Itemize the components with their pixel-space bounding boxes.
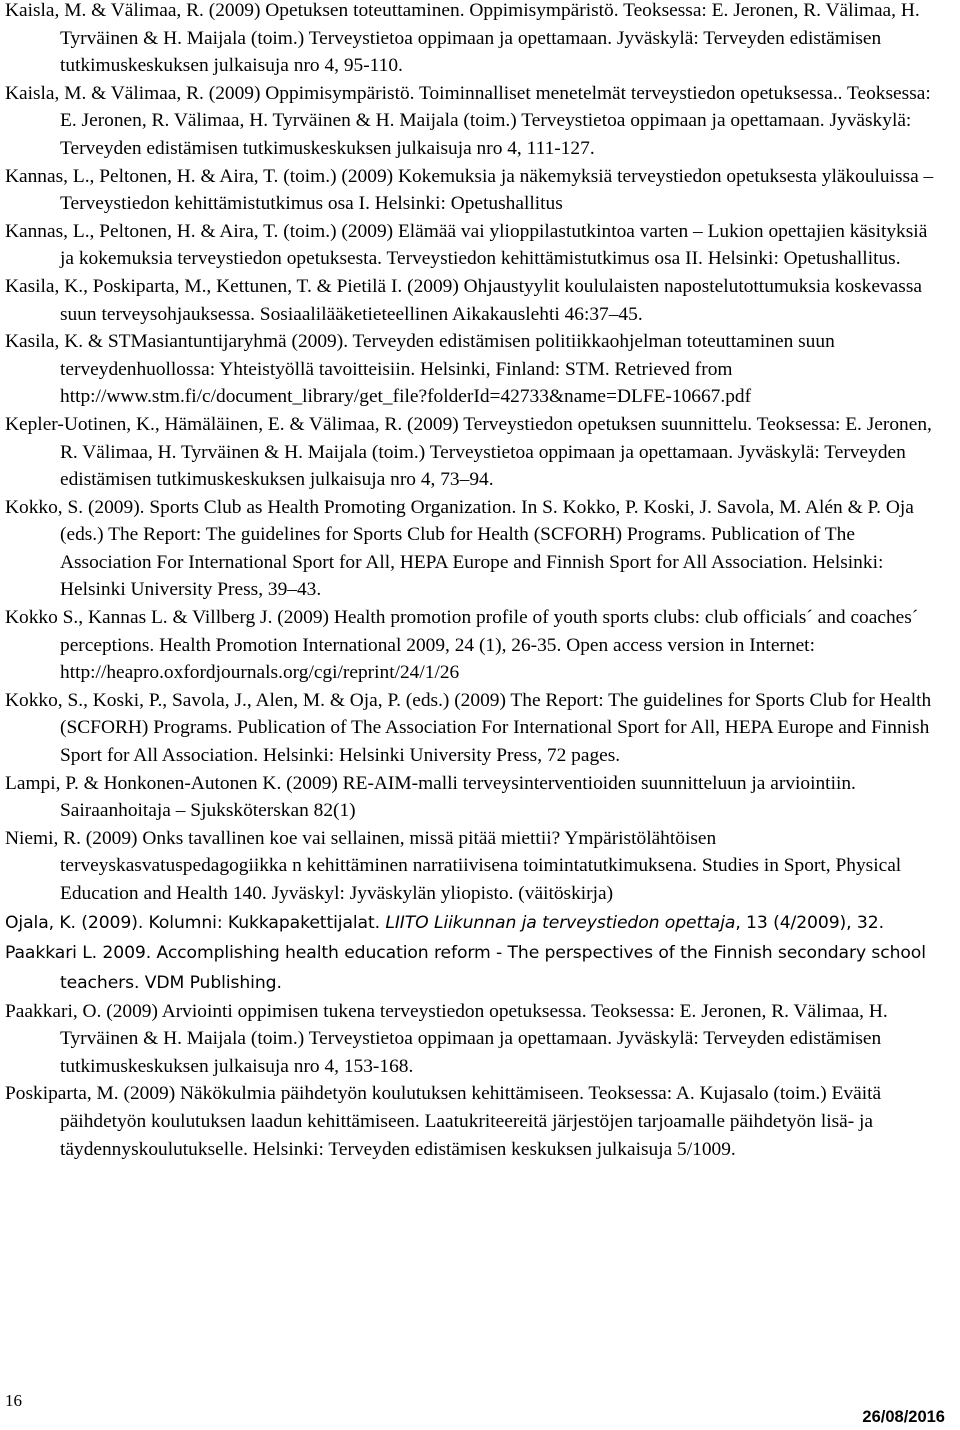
journal-title: LIITO Liikunnan ja terveystiedon opettaja	[385, 912, 736, 933]
reference-entry: Kokko, S. (2009). Sports Club as Health Promoting Organization. In S. Kokko, P. Koski, J. Savola, M. Alén & P. Oja (eds.) The Report: The guidelines for Sports Club for Health (SCFORH) Programs. Publication of The Association For International Sport for All, HEPA Europe and Finnish Sport for All Association. Helsinki: Helsinki University Press, 39–43.	[5, 496, 914, 601]
reference-entry: Poskiparta, M. (2009) Näkökulmia päihdetyön koulutuksen kehittämiseen. Teoksessa: A. Kujasalo (toim.) Eväitä päihdetyön koulutuksen laadun kehittämiseen. Laatukriteereitä järjestöjen tarjoamalle päihdetyön lisä- ja täydennyskoulutukselle. Helsinki: Terveyden edistämisen keskuksen julkaisuja 5/1009.	[5, 1083, 882, 1160]
reference-entry: Paakkari, O. (2009) Arviointi oppimisen tukena terveystiedon opetuksessa. Teoksessa: E. Jeronen, R. Välimaa, H. Tyrväinen & H. Maijala (toim.) Terveystietoa oppimaan ja opettamaan. Jyväskylä: Terveyden edistämisen tutkimuskeskuksen julkaisuja nro 4, 153-168.	[5, 1000, 888, 1077]
reference-list	[5, 0, 945, 1163]
reference-entry: Kepler-Uotinen, K., Hämäläinen, E. & Välimaa, R. (2009) Terveystiedon opetuksen suunnittelu. Teoksessa: E. Jeronen, R. Välimaa, H. Tyrväinen & H. Maijala (toim.) Terveystietoa oppimaan ja opettamaan. Jyväskylä: Terveyden edistämisen tutkimuskeskuksen julkaisuja nro 4, 73–94.	[5, 413, 932, 491]
reference-entry-ojala	[5, 908, 945, 938]
reference-entry: Kasila, K., Poskiparta, M., Kettunen, T. & Pietilä I. (2009) Ohjaustyylit koululaisten napostelutottumuksia koskevassa suun terveysohjauksessa. Sosiaalilääketieteellinen Aikakauslehti 46:37–45.	[5, 275, 922, 325]
reference-entry: Kannas, L., Peltonen, H. & Aira, T. (toim.) (2009) Elämää vai ylioppilastutkintoa varten – Lukion opettajien käsityksiä ja kokemuksia terveystiedon opetuksesta. Terveystiedon kehittämistutkimus osa II. Helsinki: Opetushallitus.	[5, 220, 928, 270]
reference-text: Ojala, K. (2009). Kolumni: Kukkapakettijalat.	[5, 912, 386, 933]
reference-text: , 13 (4/2009), 32.	[735, 912, 884, 933]
page-number: 16	[5, 1391, 22, 1410]
reference-entry-paakkari: Paakkari L. 2009. Accomplishing health education reform - The perspectives of the Finnish secondary school teachers. VDM Publishing.	[5, 942, 926, 993]
reference-entry: Niemi, R. (2009) Onks tavallinen koe vai sellainen, missä pitää miettii? Ympäristölähtöisen terveyskasvatuspedagogiikka n kehittäminen narratiivisena toimintatutkimuksena. Studies in Sport, Physical Education and Health 140. Jyväskyl: Jyväskylän yliopisto. (väitöskirja)	[5, 827, 902, 904]
reference-entry: Kokko S., Kannas L. & Villberg J. (2009) Health promotion profile of youth sports clubs: club officials´ and coaches´ perceptions. Health Promotion International 2009, 24 (1), 26-35. Open access version in Internet: http://heapro.oxfordjournals.org/cgi/reprint/24/1/26	[5, 607, 919, 684]
reference-entry: Kaisla, M. & Välimaa, R. (2009) Oppimisympäristö. Toiminnalliset menetelmät terveystiedon opetuksessa.. Teoksessa: E. Jeronen, R. Välimaa, H. Tyrväinen & H. Maijala (toim.) Terveystietoa oppimaan ja opettamaan. Jyväskylä: Terveyden edistämisen tutkimuskeskuksen julkaisuja nro 4, 111-127.	[5, 82, 931, 159]
footer-date: 26/08/2016	[862, 1408, 945, 1426]
reference-entry: Kaisla, M. & Välimaa, R. (2009) Opetuksen toteuttaminen. Oppimisympäristö. Teoksessa: E. Jeronen, R. Välimaa, H. Tyrväinen & H. Maijala (toim.) Terveystietoa oppimaan ja opettamaan. Jyväskylä: Terveyden edistämisen tutkimuskeskuksen julkaisuja nro 4, 95-110.	[5, 0, 920, 77]
reference-entry: Kasila, K. & STMasiantuntijaryhmä (2009). Terveyden edistämisen politiikkaohjelman toteuttaminen suun terveydenhuollossa: Yhteistyöllä tavoitteisiin. Helsinki, Finland: STM. Retrieved from http://www.stm.fi/c/document_library/get_file?folderId=42733&name=DLFE-10667.pdf	[5, 331, 835, 408]
reference-entry: Lampi, P. & Honkonen-Autonen K. (2009) RE-AIM-malli terveysinterventioiden suunnitteluun ja arviointiin. Sairaanhoitaja – Sjuksköterskan 82(1)	[5, 772, 856, 822]
reference-entry: Kannas, L., Peltonen, H. & Aira, T. (toim.) (2009) Kokemuksia ja näkemyksiä terveystiedon opetuksesta yläkouluissa – Terveystiedon kehittämistutkimus osa I. Helsinki: Opetushallitus	[5, 165, 934, 215]
reference-entry: Kokko, S., Koski, P., Savola, J., Alen, M. & Oja, P. (eds.) (2009) The Report: The guidelines for Sports Club for Health (SCFORH) Programs. Publication of The Association For International Sport for All, HEPA Europe and Finnish Sport for All Association. Helsinki: Helsinki University Press, 72 pages.	[5, 689, 932, 767]
